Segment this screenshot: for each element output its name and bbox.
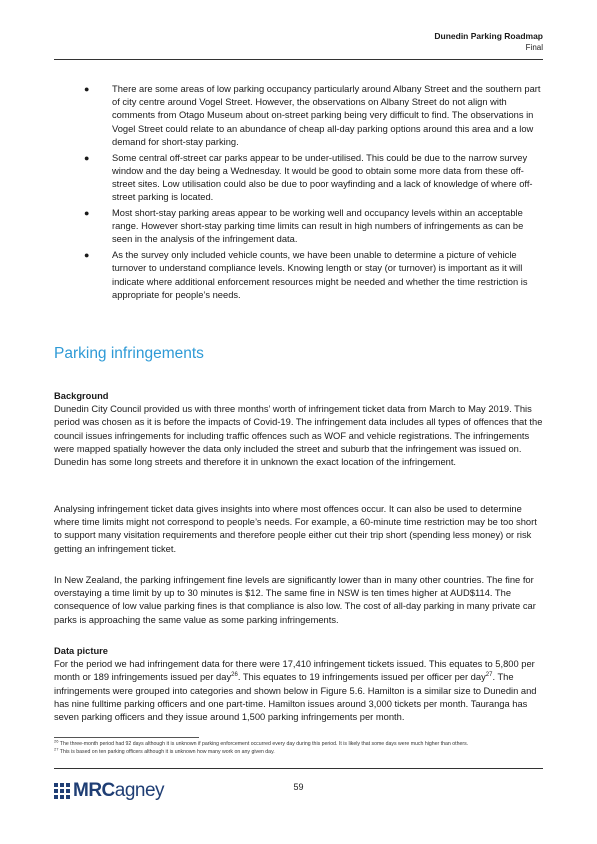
data-picture-section <box>54 645 544 724</box>
list-item: ● As the survey only included vehicle counts, we have been unable to determine a picture of vehicle turnover to understand compliance levels. Knowing length or stay (or turnover) is important as it will indicate where additional enforcement resources might be needed and whether the time restriction is appropriate for people’s needs. <box>84 250 528 300</box>
background-section <box>54 390 544 469</box>
logo-wordmark: MRCagney <box>73 780 165 801</box>
page-number: 59 <box>293 782 304 792</box>
background-paragraph-2: Analysing infringement ticket data gives insights into where most offences occur. It can also be used to determine where time limits might not correspond to people’s needs. For example, a 60-minute time restriction may be too short to support many visitation requirements and therefore people either cut their trip short (spending less money) or risk getting an infringement ticket. <box>54 504 537 554</box>
bullet-icon: ● <box>84 208 90 219</box>
footnote-ref: 27 <box>485 672 493 679</box>
section-title: Parking infringements <box>54 345 204 362</box>
bullet-icon: ● <box>84 250 90 261</box>
data-picture-heading: Data picture <box>54 646 109 656</box>
bullet-icon: ● <box>84 152 90 163</box>
bullet-icon: ● <box>84 84 90 94</box>
findings-list <box>54 83 544 305</box>
list-item: ● Some central off-street car parks appear to be under-utilised. This could be due to the narrow survey window and the day being a Wednesday. It would be good to obtain some more data from these off-street sites. Low utilisation could also be due to poor wayfinding and a lack of knowledge of where off-street parking is located. <box>84 152 533 203</box>
footnote-ref: 26 <box>231 672 238 679</box>
list-item: ● There are some areas of low parking occupancy particularly around Albany Street and the southern part of city centre around Vogel Street. However, the observations on Albany Street do not align with comments from Otago Museum about on-street parking being very difficult to find. The observations in Vogel Street could relate to an abundance of cheap all-day parking options around this area and a low demand for short-stay parking. <box>84 84 541 147</box>
footnote: $^{26}$ The three-month period had 92 days although it is unknown if parking enforcement occurred every day during this period. It is likely that some days were much higher than others. <box>54 738 469 747</box>
list-item: ● Most short-stay parking areas appear to be working well and occupancy levels within an acceptable range. However short-stay parking time limits can result in high numbers of infringements as can be seen in the analysis of the infringement data. <box>84 208 524 245</box>
document-status: Final <box>525 43 543 52</box>
background-paragraph-1: Dunedin City Council provided us with three months’ worth of infringement ticket data from March to May 2019. This period was chosen as it is before the impacts of Covid-19. The infringement data includes all types of offences that the council issues infringements for including traffic offences such as WOF and vehicle registrations. The infringements were mapped spatially however the data only included the street and suburb that the infringement was issued on. Dunedin has some long streets and therefore it in unknown the exact location of the infringement. <box>54 404 543 468</box>
footnote: $^{27}$ This is based on ten parking officers although it is unknown how many work on any given day. <box>54 745 275 755</box>
document-title: Dunedin Parking Roadmap <box>434 31 543 41</box>
background-paragraph-3-block <box>54 574 544 627</box>
page-header <box>434 30 543 54</box>
data-picture-paragraph: For the period we had infringement data for there were 17,410 infringement tickets issued. This equates to 5,800 per month or 189 infringements issued per day$^{26}$. This equates to 19 infringements issued per officer per day$^{27}$. The infringements were grouped into categories and shown below in Figure 5.6. Hamilton is a similar size to Dunedin and has nine fulltime parking officers and one part-time. Hamilton issues around 3,000 tickets per month. Tauranga has seven parking officers and they issue around 1,500 parking infringements per month. <box>54 659 537 723</box>
header-rule <box>54 59 543 60</box>
footnotes <box>54 738 554 756</box>
background-paragraph-3: In New Zealand, the parking infringement fine levels are significantly lower than in many other countries. The fine for overstaying a time limit by up to 30 minutes is $12. The same fine in NSW is ten times higher at AUD$114. The consequence of low value parking fines is that compliance is also low. The cost of all-day parking in many private car parks is approaching the same value as some parking infringements. <box>54 575 536 625</box>
footer-rule <box>54 768 543 769</box>
background-paragraph-2-block <box>54 503 544 556</box>
footnote-rule <box>54 737 199 738</box>
background-heading: Background <box>54 391 109 401</box>
